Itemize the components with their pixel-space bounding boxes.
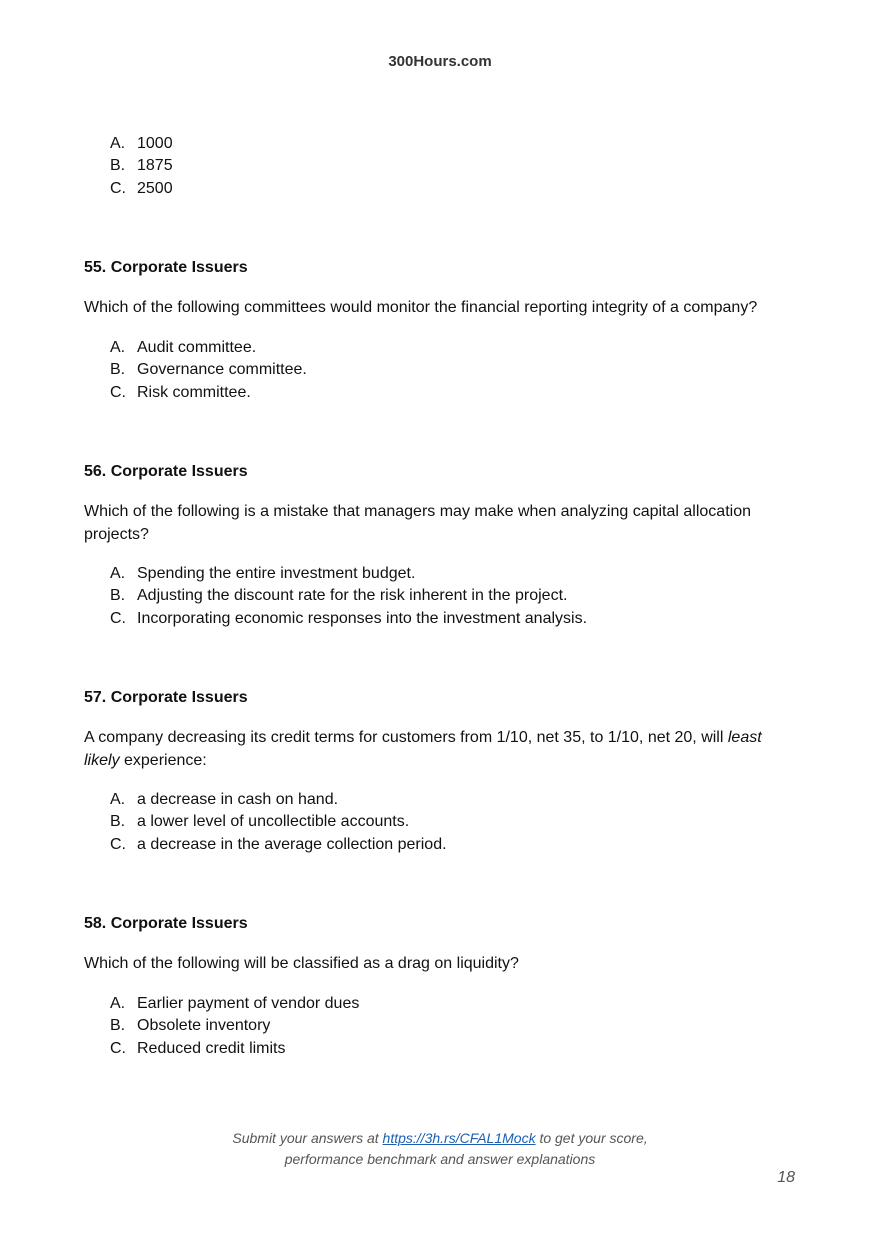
option-text: a lower level of uncollectible accounts. — [137, 813, 410, 831]
option-letter: B. — [110, 587, 126, 605]
option-text: Adjusting the discount rate for the risk inherent in the project. — [137, 587, 568, 605]
option-text: Spending the entire investment budget. — [137, 565, 416, 582]
question-text: Which of the following committees would monitor the financial reporting integrity of a company? — [84, 299, 758, 316]
footer-line-2: performance benchmark and answer explanations — [284, 1150, 596, 1167]
question-options — [110, 563, 587, 630]
option-letter: C. — [110, 383, 126, 401]
option-item — [110, 133, 173, 155]
option-text: 2500 — [137, 179, 173, 197]
option-item — [110, 993, 359, 1015]
option-text: a decrease in cash on hand. — [137, 791, 339, 808]
page-footer — [0, 1128, 880, 1169]
option-text: Reduced credit limits — [137, 1039, 286, 1057]
question-options — [110, 789, 447, 856]
question-text-part: A company decreasing its credit terms for customers from 1/10, net 35, to 1/10, net 20, will — [84, 729, 728, 746]
option-letter: A. — [110, 135, 126, 152]
option-letter: C. — [110, 1039, 126, 1057]
option-text: Governance committee. — [137, 361, 307, 379]
mock-submit-link[interactable]: https://3h.rs/CFAL1Mock — [382, 1130, 536, 1146]
option-item — [110, 811, 447, 833]
option-item — [110, 337, 307, 359]
option-item — [110, 585, 587, 607]
question-text — [84, 727, 784, 772]
option-item — [110, 1015, 359, 1037]
page-number: 18 — [777, 1169, 795, 1186]
question-title: 57. Corporate Issuers — [84, 689, 248, 706]
option-letter: C. — [110, 835, 126, 853]
question-text-part: experience: — [119, 751, 207, 769]
option-letter: C. — [110, 609, 126, 627]
option-letter: A. — [110, 995, 126, 1012]
option-item — [110, 789, 447, 811]
footer-line-1 — [0, 1128, 880, 1149]
option-text: 1000 — [137, 135, 173, 152]
option-letter: A. — [110, 791, 126, 808]
footer-text: to get your score, — [535, 1130, 648, 1146]
option-item — [110, 608, 587, 630]
option-item — [110, 1038, 359, 1060]
question-options — [110, 993, 359, 1060]
option-text: Audit committee. — [137, 339, 257, 356]
option-letter: B. — [110, 1017, 126, 1035]
option-item — [110, 178, 173, 200]
option-letter: C. — [110, 179, 126, 197]
option-letter: B. — [110, 813, 126, 831]
option-text: Earlier payment of vendor dues — [137, 995, 360, 1012]
option-letter: B. — [110, 361, 126, 379]
option-letter: A. — [110, 339, 126, 356]
question-title: 55. Corporate Issuers — [84, 259, 248, 276]
question-text: Which of the following is a mistake that managers may make when analyzing capital allocation projects? — [84, 503, 751, 543]
option-text: a decrease in the average collection period. — [137, 835, 447, 853]
option-text: Obsolete inventory — [137, 1017, 271, 1035]
option-item — [110, 834, 447, 856]
question-emphasis: least likely — [84, 729, 762, 769]
question-options — [110, 337, 307, 404]
option-item — [110, 359, 307, 381]
option-letter: A. — [110, 565, 126, 582]
option-text: Risk committee. — [137, 383, 251, 401]
question-text: Which of the following will be classified as a drag on liquidity? — [84, 955, 519, 972]
option-item — [110, 155, 173, 177]
question-title: 58. Corporate Issuers — [84, 915, 248, 932]
option-letter: B. — [110, 157, 126, 175]
site-header: 300Hours.com — [388, 53, 492, 70]
option-item — [110, 563, 587, 585]
q54-options — [110, 133, 173, 200]
footer-text: Submit your answers at — [232, 1130, 383, 1146]
option-text: 1875 — [137, 157, 173, 175]
option-text: Incorporating economic responses into the investment analysis. — [137, 609, 588, 627]
question-title: 56. Corporate Issuers — [84, 463, 248, 480]
option-item — [110, 382, 307, 404]
